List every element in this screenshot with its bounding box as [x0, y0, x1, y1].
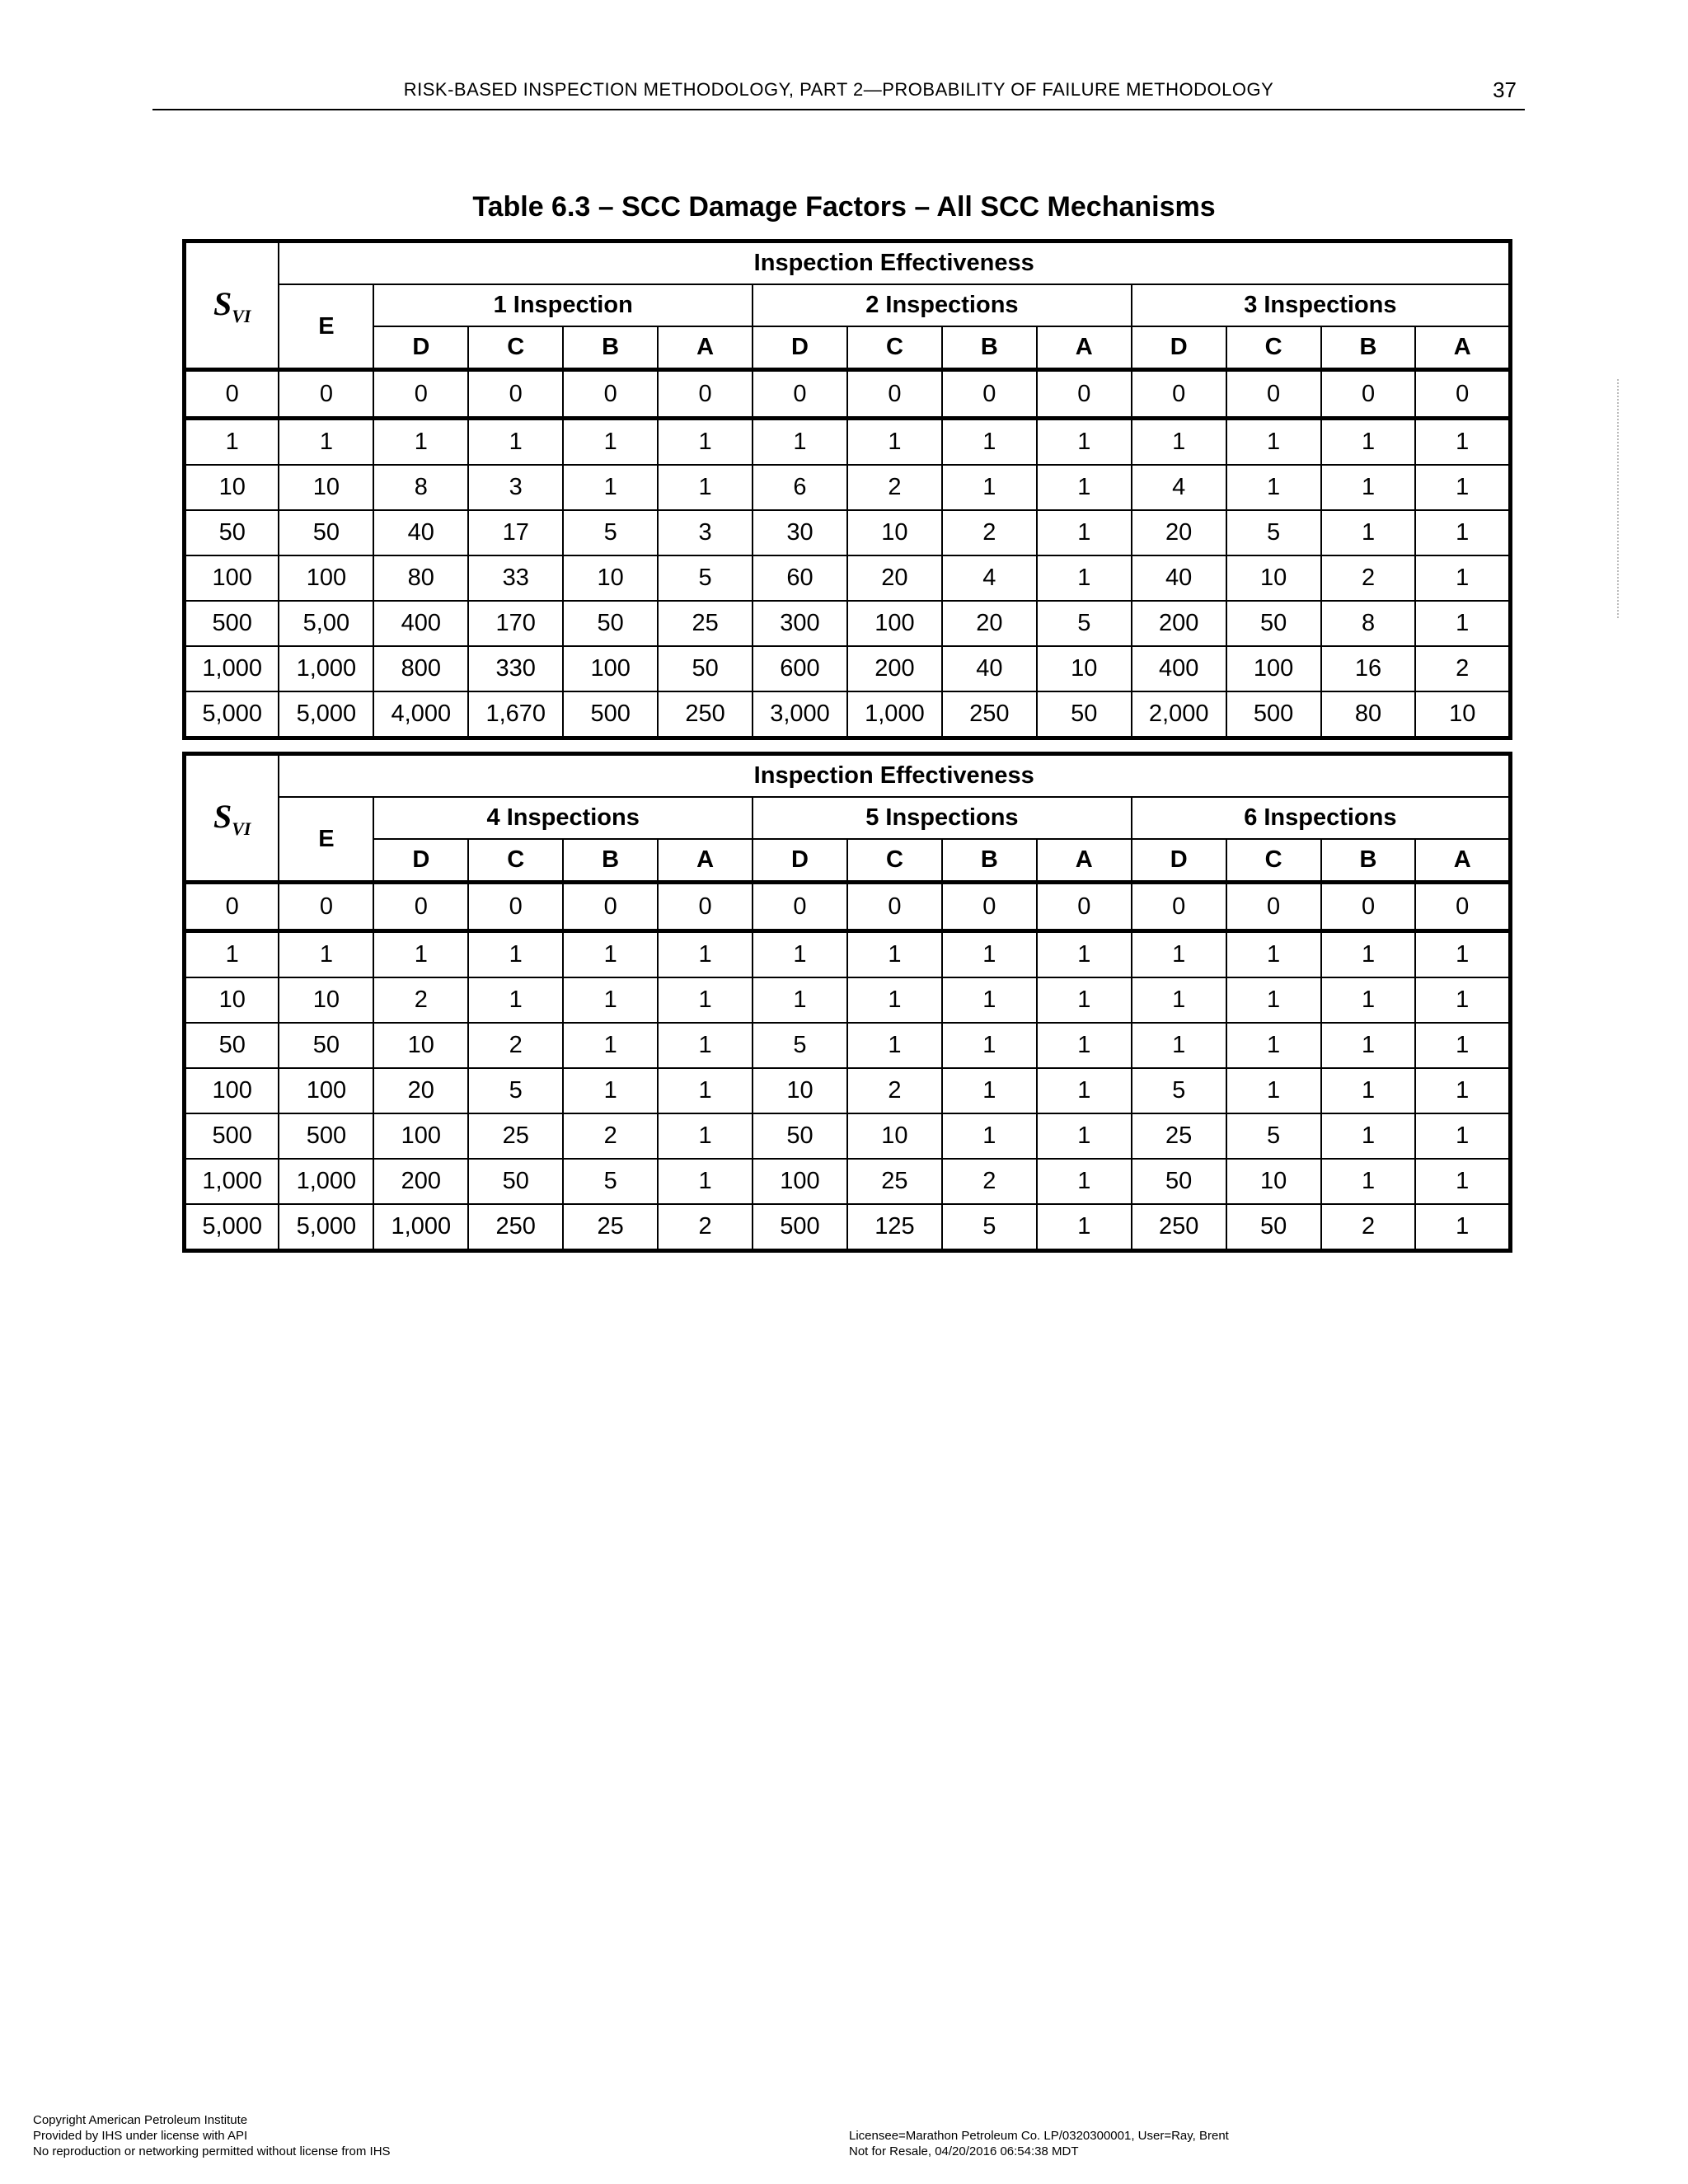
damage-factor-cell: 1 [1037, 1159, 1132, 1204]
svi-value-cell: 50 [185, 1023, 279, 1068]
damage-factor-cell: 5 [1037, 601, 1132, 646]
svi-subscript: VI [232, 305, 251, 326]
table-row [185, 931, 1511, 978]
damage-factor-cell: 5 [1132, 1068, 1226, 1113]
damage-factor-cell: 2 [658, 1204, 753, 1251]
damage-factor-cell: 1 [942, 931, 1037, 978]
damage-factor-cell: 1 [1132, 419, 1226, 466]
damage-factor-cell: 1 [373, 931, 468, 978]
damage-factor-cell: 1 [1226, 1068, 1321, 1113]
svi-value-cell: 100 [185, 1068, 279, 1113]
svi-value-cell: 500 [185, 1113, 279, 1159]
damage-factor-cell: 0 [658, 883, 753, 931]
damage-factor-cell: 20 [1132, 510, 1226, 555]
damage-factor-cell: 1 [1226, 977, 1321, 1023]
damage-factor-cell: 1 [1415, 1023, 1510, 1068]
table-row [185, 601, 1511, 646]
table-row [185, 465, 1511, 510]
table-row [185, 370, 1511, 419]
table-row [185, 1113, 1511, 1159]
damage-factor-cell: 4,000 [373, 691, 468, 738]
damage-factor-cell: 1 [1037, 1204, 1132, 1251]
damage-factor-cell: 0 [1321, 883, 1416, 931]
damage-factor-cell: 0 [942, 883, 1037, 931]
damage-factor-cell: 1 [563, 931, 658, 978]
damage-factor-cell: 0 [373, 883, 468, 931]
svi-subscript: VI [232, 818, 251, 839]
damage-factor-cell: 1 [1132, 1023, 1226, 1068]
damage-factor-cell: 1 [1226, 931, 1321, 978]
damage-factor-cell: 1 [1321, 931, 1416, 978]
damage-factor-cell: 1 [753, 977, 847, 1023]
damage-factor-cell: 50 [1226, 601, 1321, 646]
table-row [185, 419, 1511, 466]
damage-factor-cell: 2 [1321, 1204, 1416, 1251]
damage-factor-cell: 1 [563, 1068, 658, 1113]
damage-factor-cell: 0 [563, 370, 658, 419]
svi-header [185, 241, 279, 370]
svi-value-cell: 5,000 [185, 1204, 279, 1251]
inspection-count-header: 6 Inspections [1132, 797, 1511, 839]
damage-factor-cell: 0 [468, 883, 563, 931]
damage-factor-cell: 10 [373, 1023, 468, 1068]
damage-factor-cell: 1 [1415, 1204, 1510, 1251]
damage-factor-cell: 2 [1415, 646, 1510, 691]
damage-factor-cell: 1 [279, 419, 373, 466]
damage-factor-cell: 1 [1037, 1068, 1132, 1113]
damage-factor-cell: 5 [753, 1023, 847, 1068]
damage-factor-cell: 1 [468, 419, 563, 466]
damage-factor-cell: 5 [942, 1204, 1037, 1251]
svi-value-cell: 0 [185, 883, 279, 931]
page-header [152, 79, 1525, 110]
table-row [185, 555, 1511, 601]
damage-factor-cell: 1 [1415, 555, 1510, 601]
damage-factor-cell: 1 [1037, 510, 1132, 555]
damage-factor-cell: 0 [1415, 370, 1510, 419]
effectiveness-grade-header: A [658, 326, 753, 370]
damage-factor-cell: 1 [1321, 510, 1416, 555]
damage-factor-cell: 16 [1321, 646, 1416, 691]
damage-factor-cell: 6 [753, 465, 847, 510]
damage-factor-cell: 0 [847, 883, 942, 931]
table-row [185, 977, 1511, 1023]
svi-value-cell: 500 [185, 601, 279, 646]
effectiveness-grade-header: C [1226, 326, 1321, 370]
damage-factor-cell: 20 [373, 1068, 468, 1113]
damage-factor-cell: 2 [847, 465, 942, 510]
e-column-header: E [279, 284, 373, 370]
damage-factor-cell: 1 [1321, 465, 1416, 510]
damage-factor-cell: 1 [1037, 419, 1132, 466]
damage-factor-cell: 10 [847, 1113, 942, 1159]
effectiveness-grade-header: B [563, 839, 658, 883]
svi-value-cell: 10 [185, 465, 279, 510]
table-row [185, 883, 1511, 931]
damage-factor-cell: 1 [658, 419, 753, 466]
damage-factor-cell: 1 [658, 1113, 753, 1159]
damage-factor-cell: 40 [373, 510, 468, 555]
damage-factor-cell: 1 [1321, 1068, 1416, 1113]
damage-factor-cell: 0 [1226, 370, 1321, 419]
damage-factor-cell: 0 [1037, 883, 1132, 931]
damage-factor-cell: 10 [1037, 646, 1132, 691]
effectiveness-grade-header: D [373, 326, 468, 370]
damage-factor-cell: 1 [468, 977, 563, 1023]
damage-factor-cell: 1,670 [468, 691, 563, 738]
table-row [185, 1023, 1511, 1068]
damage-factor-cell: 1 [1415, 977, 1510, 1023]
damage-factor-table-block-2 [182, 752, 1512, 1253]
damage-factor-cell: 2 [942, 510, 1037, 555]
e-column-header: E [279, 797, 373, 883]
damage-factor-cell: 1 [658, 1159, 753, 1204]
damage-factor-cell: 1 [1037, 977, 1132, 1023]
effectiveness-grade-header: C [1226, 839, 1321, 883]
damage-factor-cell: 50 [279, 510, 373, 555]
damage-factor-cell: 1 [942, 1068, 1037, 1113]
damage-factor-cell: 50 [1132, 1159, 1226, 1204]
damage-factor-cell: 200 [847, 646, 942, 691]
damage-factor-cell: 5 [1226, 1113, 1321, 1159]
effectiveness-grade-header: C [468, 326, 563, 370]
effectiveness-grade-header: D [753, 326, 847, 370]
damage-factor-cell: 0 [468, 370, 563, 419]
damage-factor-cell: 1 [1321, 977, 1416, 1023]
damage-factor-cell: 1 [1415, 1159, 1510, 1204]
svi-value-cell: 1 [185, 419, 279, 466]
damage-factor-cell: 50 [753, 1113, 847, 1159]
damage-factor-cell: 170 [468, 601, 563, 646]
inspection-count-header: 3 Inspections [1132, 284, 1511, 326]
damage-factor-cell: 1 [1415, 1113, 1510, 1159]
damage-factor-cell: 125 [847, 1204, 942, 1251]
table-row [185, 1068, 1511, 1113]
damage-factor-cell: 100 [847, 601, 942, 646]
damage-factor-cell: 1 [942, 419, 1037, 466]
damage-factor-cell: 0 [279, 883, 373, 931]
damage-factor-cell: 250 [1132, 1204, 1226, 1251]
inspection-effectiveness-header: Inspection Effectiveness [279, 754, 1510, 798]
damage-factor-cell: 500 [563, 691, 658, 738]
damage-factor-cell: 10 [1415, 691, 1510, 738]
footer-copyright [33, 2112, 391, 2159]
damage-factor-cell: 1 [658, 1068, 753, 1113]
damage-factor-cell: 3 [468, 465, 563, 510]
damage-factor-cell: 1 [1037, 1113, 1132, 1159]
damage-factor-cell: 1 [1415, 465, 1510, 510]
table-title: Table 6.3 – SCC Damage Factors – All SCC Mechanisms [472, 191, 1216, 223]
damage-factor-cell: 1,000 [373, 1204, 468, 1251]
effectiveness-grade-header: B [1321, 326, 1416, 370]
damage-factor-cell: 25 [847, 1159, 942, 1204]
damage-factor-cell: 10 [279, 465, 373, 510]
effectiveness-grade-header: C [468, 839, 563, 883]
damage-factor-cell: 0 [1415, 883, 1510, 931]
damage-factor-cell: 1,000 [847, 691, 942, 738]
damage-factor-cell: 1 [942, 1113, 1037, 1159]
damage-factor-cell: 1 [847, 419, 942, 466]
damage-factor-cell: 40 [942, 646, 1037, 691]
svi-value-cell: 100 [185, 555, 279, 601]
damage-factor-cell: 0 [373, 370, 468, 419]
damage-factor-cell: 5,000 [279, 691, 373, 738]
damage-factor-cell: 1 [1415, 419, 1510, 466]
damage-factor-cell: 1 [373, 419, 468, 466]
damage-factor-cell: 1 [753, 931, 847, 978]
svi-symbol: S [213, 284, 232, 322]
damage-factor-cell: 10 [279, 977, 373, 1023]
damage-factor-cell: 0 [753, 883, 847, 931]
damage-factor-cell: 4 [1132, 465, 1226, 510]
svi-value-cell: 10 [185, 977, 279, 1023]
damage-factor-cell: 0 [1132, 883, 1226, 931]
damage-factor-cell: 20 [847, 555, 942, 601]
damage-factor-cell: 10 [1226, 1159, 1321, 1204]
effectiveness-grade-header: B [942, 839, 1037, 883]
damage-factor-cell: 250 [468, 1204, 563, 1251]
effectiveness-grade-header: A [658, 839, 753, 883]
table-row [185, 646, 1511, 691]
damage-factor-cell: 80 [1321, 691, 1416, 738]
damage-factor-cell: 400 [1132, 646, 1226, 691]
svi-value-cell: 50 [185, 510, 279, 555]
damage-factor-cell: 0 [658, 370, 753, 419]
damage-factor-cell: 10 [753, 1068, 847, 1113]
damage-factor-cell: 200 [373, 1159, 468, 1204]
damage-factor-cell: 1 [1132, 931, 1226, 978]
damage-factor-cell: 1 [1415, 1068, 1510, 1113]
scc-damage-factor-table [182, 752, 1512, 1253]
damage-factor-cell: 5,000 [279, 1204, 373, 1251]
footer-left-line: No reproduction or networking permitted without license from IHS [33, 2144, 391, 2158]
damage-factor-cell: 1 [1321, 1159, 1416, 1204]
damage-factor-cell: 80 [373, 555, 468, 601]
table-row [185, 1159, 1511, 1204]
damage-factor-cell: 0 [279, 370, 373, 419]
effectiveness-grade-header: B [563, 326, 658, 370]
damage-factor-cell: 2 [563, 1113, 658, 1159]
damage-factor-cell: 330 [468, 646, 563, 691]
damage-factor-cell: 5 [1226, 510, 1321, 555]
damage-factor-cell: 1 [1321, 1023, 1416, 1068]
damage-factor-cell: 100 [279, 555, 373, 601]
damage-factor-cell: 5,00 [279, 601, 373, 646]
damage-factor-cell: 5 [468, 1068, 563, 1113]
damage-factor-cell: 10 [847, 510, 942, 555]
svi-value-cell: 1,000 [185, 1159, 279, 1204]
margin-scan-marks [1617, 379, 1622, 618]
damage-factor-cell: 1 [1321, 1113, 1416, 1159]
damage-factor-cell: 1,000 [279, 646, 373, 691]
damage-factor-cell: 50 [468, 1159, 563, 1204]
damage-factor-cell: 1 [279, 931, 373, 978]
effectiveness-grade-header: D [1132, 326, 1226, 370]
footer-left-line: Copyright American Petroleum Institute [33, 2113, 248, 2127]
damage-factor-cell: 1 [563, 977, 658, 1023]
damage-factor-cell: 500 [279, 1113, 373, 1159]
damage-factor-cell: 100 [279, 1068, 373, 1113]
damage-factor-cell: 0 [942, 370, 1037, 419]
footer-left-line: Provided by IHS under license with API [33, 2129, 248, 2143]
damage-factor-cell: 500 [1226, 691, 1321, 738]
damage-factor-cell: 5 [563, 510, 658, 555]
running-header-title: RISK-BASED INSPECTION METHODOLOGY, PART 2—PROBABILITY OF FAILURE METHODOLOGY [403, 79, 1274, 100]
damage-factor-cell: 50 [1226, 1204, 1321, 1251]
damage-factor-cell: 2 [942, 1159, 1037, 1204]
footer-right-line: Not for Resale, 04/20/2016 06:54:38 MDT [849, 2144, 1079, 2158]
damage-factor-cell: 40 [1132, 555, 1226, 601]
damage-factor-cell: 250 [658, 691, 753, 738]
damage-factor-table-block-1 [182, 239, 1512, 740]
damage-factor-cell: 1 [1415, 510, 1510, 555]
damage-factor-cell: 1 [658, 1023, 753, 1068]
damage-factor-cell: 800 [373, 646, 468, 691]
inspection-count-header: 5 Inspections [753, 797, 1132, 839]
damage-factor-cell: 1 [563, 1023, 658, 1068]
damage-factor-cell: 1 [942, 1023, 1037, 1068]
damage-factor-cell: 25 [658, 601, 753, 646]
footer-right-line: Licensee=Marathon Petroleum Co. LP/0320300001, User=Ray, Brent [849, 2129, 1229, 2143]
damage-factor-cell: 400 [373, 601, 468, 646]
damage-factor-cell: 1 [847, 1023, 942, 1068]
table-row [185, 691, 1511, 738]
damage-factor-cell: 300 [753, 601, 847, 646]
damage-factor-cell: 0 [1226, 883, 1321, 931]
damage-factor-cell: 25 [1132, 1113, 1226, 1159]
damage-factor-cell: 1,000 [279, 1159, 373, 1204]
damage-factor-cell: 33 [468, 555, 563, 601]
damage-factor-cell: 5 [658, 555, 753, 601]
damage-factor-cell: 1 [1037, 931, 1132, 978]
damage-factor-cell: 1 [563, 419, 658, 466]
damage-factor-cell: 25 [468, 1113, 563, 1159]
svi-symbol: S [213, 797, 232, 835]
inspection-count-header: 1 Inspection [373, 284, 753, 326]
damage-factor-cell: 25 [563, 1204, 658, 1251]
damage-factor-cell: 0 [1037, 370, 1132, 419]
damage-factor-cell: 2 [373, 977, 468, 1023]
effectiveness-grade-header: A [1037, 839, 1132, 883]
damage-factor-cell: 2 [847, 1068, 942, 1113]
damage-factor-cell: 250 [942, 691, 1037, 738]
damage-factor-cell: 0 [563, 883, 658, 931]
damage-factor-cell: 100 [373, 1113, 468, 1159]
damage-factor-cell: 600 [753, 646, 847, 691]
inspection-count-header: 2 Inspections [753, 284, 1132, 326]
inspection-count-header: 4 Inspections [373, 797, 753, 839]
effectiveness-grade-header: A [1415, 839, 1510, 883]
damage-factor-cell: 4 [942, 555, 1037, 601]
damage-factor-cell: 1 [1415, 601, 1510, 646]
damage-factor-cell: 100 [753, 1159, 847, 1204]
effectiveness-grade-header: D [373, 839, 468, 883]
damage-factor-cell: 1 [847, 977, 942, 1023]
damage-factor-cell: 1 [1037, 465, 1132, 510]
page-number: 37 [1493, 77, 1517, 102]
inspection-effectiveness-header: Inspection Effectiveness [279, 241, 1510, 285]
table-row [185, 1204, 1511, 1251]
effectiveness-grade-header: A [1037, 326, 1132, 370]
damage-factor-cell: 30 [753, 510, 847, 555]
damage-factor-cell: 1 [1226, 1023, 1321, 1068]
damage-factor-cell: 1 [1226, 419, 1321, 466]
damage-factor-cell: 1 [753, 419, 847, 466]
damage-factor-cell: 3 [658, 510, 753, 555]
damage-factor-cell: 100 [1226, 646, 1321, 691]
table-row [185, 510, 1511, 555]
damage-factor-cell: 1 [1226, 465, 1321, 510]
effectiveness-grade-header: B [942, 326, 1037, 370]
damage-factor-cell: 1 [1037, 555, 1132, 601]
damage-factor-cell: 1 [847, 931, 942, 978]
damage-factor-cell: 1 [563, 465, 658, 510]
damage-factor-cell: 1 [942, 977, 1037, 1023]
damage-factor-cell: 50 [1037, 691, 1132, 738]
damage-factor-cell: 500 [753, 1204, 847, 1251]
damage-factor-cell: 5 [563, 1159, 658, 1204]
damage-factor-cell: 0 [1321, 370, 1416, 419]
footer-license [849, 2128, 1229, 2159]
damage-factor-cell: 50 [658, 646, 753, 691]
damage-factor-cell: 100 [563, 646, 658, 691]
damage-factor-cell: 17 [468, 510, 563, 555]
damage-factor-cell: 3,000 [753, 691, 847, 738]
damage-factor-cell: 1 [1321, 419, 1416, 466]
damage-factor-cell: 1 [1037, 1023, 1132, 1068]
svi-header [185, 754, 279, 883]
damage-factor-cell: 8 [373, 465, 468, 510]
damage-factor-cell: 1 [1132, 977, 1226, 1023]
damage-factor-cell: 1 [942, 465, 1037, 510]
effectiveness-grade-header: D [753, 839, 847, 883]
effectiveness-grade-header: A [1415, 326, 1510, 370]
damage-factor-cell: 10 [1226, 555, 1321, 601]
damage-factor-cell: 2 [1321, 555, 1416, 601]
damage-factor-cell: 1 [468, 931, 563, 978]
effectiveness-grade-header: C [847, 839, 942, 883]
damage-factor-cell: 0 [847, 370, 942, 419]
effectiveness-grade-header: D [1132, 839, 1226, 883]
damage-factor-cell: 10 [563, 555, 658, 601]
damage-factor-cell: 2,000 [1132, 691, 1226, 738]
svi-value-cell: 0 [185, 370, 279, 419]
scc-damage-factor-table [182, 239, 1512, 740]
damage-factor-cell: 2 [468, 1023, 563, 1068]
effectiveness-grade-header: C [847, 326, 942, 370]
damage-factor-cell: 0 [753, 370, 847, 419]
svi-value-cell: 1 [185, 931, 279, 978]
damage-factor-cell: 1 [658, 931, 753, 978]
damage-factor-cell: 50 [563, 601, 658, 646]
damage-factor-cell: 50 [279, 1023, 373, 1068]
damage-factor-cell: 8 [1321, 601, 1416, 646]
damage-factor-cell: 1 [658, 465, 753, 510]
damage-factor-cell: 200 [1132, 601, 1226, 646]
damage-factor-cell: 0 [1132, 370, 1226, 419]
effectiveness-grade-header: B [1321, 839, 1416, 883]
svi-value-cell: 5,000 [185, 691, 279, 738]
damage-factor-cell: 20 [942, 601, 1037, 646]
damage-factor-cell: 1 [1415, 931, 1510, 978]
damage-factor-cell: 60 [753, 555, 847, 601]
svi-value-cell: 1,000 [185, 646, 279, 691]
damage-factor-cell: 1 [658, 977, 753, 1023]
